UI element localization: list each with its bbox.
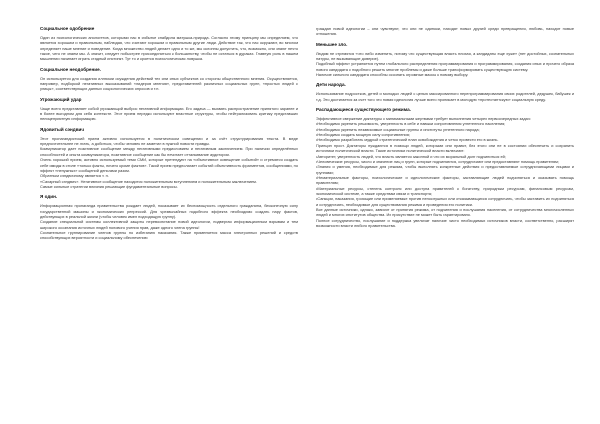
paragraph: Он используется для создания иллюзии осуждения действий тех или иных субъектов со стороны общественного мнения. Осуществляется, например, подборкой негативных высказываний «лидеров мнения», представителей различных социальных групп, «простых людей с улицы», соответствующих данных социологических опросов и т.п. xyxy=(40,75,298,92)
paragraph: •Необходимо создать мощную силу сопротивления; xyxy=(316,132,410,138)
section-heading: Дети народа. xyxy=(316,82,346,88)
paragraph: •Необходимо укрепить независимые социальные группы и институты угнетенного народа; xyxy=(316,126,480,132)
paragraph: •Санкции, наказания, грозящие или применяемые против непослушных или отказывающихся сотрудничать, чтобы заставить их подчиняться и сотрудничать, необходимые для существования режима и проведения его политики. xyxy=(316,196,574,207)
paragraph: Один из психологических апологетов, которыми нас в избытке снабдила матушка-природа. Согласно этому принципу мы определяем, что является хорошим и правильным, наблюдая, что считают хорошим и правильным другие люди. Действие так, что нас окружают, во многом определяет наше мнение и поведение. Когда множество людей делает одно и то же, мы склонны допустить, что, возможно, они знают нечто такое, чего не знаем мы. А значит, следует побыстрее присоединиться к большинству, чтобы не остаться в дураках. Главную роль в нашем мышлении начинает играть стадный инстинкт. Тут то и кроется психологическая ловушка. xyxy=(40,35,298,62)
paragraph: •Материальные ресурсы, степень контроля или доступа правителей к богатству, природным ресурсам, финансовым ресурсам, экономической системе, а также средствам связи и транспорта; xyxy=(316,185,574,196)
right-column xyxy=(316,26,574,228)
paragraph: •Человеческие ресурсы, число и значение лиц и групп, которые подчиняются, сотрудничают или предоставляют помощь правителям; xyxy=(316,158,559,164)
section-heading: Я один. xyxy=(40,194,58,200)
paragraph: Эффективное свержение диктатуры с минимальными жертвами требует выполнения четырех первоочередных задач: xyxy=(316,116,531,122)
paragraph: Полное сотрудничество, послушание и поддержка увеличат наличие чисто необходимых источников власти, соответственно, расширят возможности власти любого правительства. xyxy=(316,217,574,228)
paragraph: •Необходимо укрепить решимость, уверенность в себе и навыки сопротивления угнетенного населения; xyxy=(316,121,506,127)
paragraph: Самые сильные стратегии влияния решающие фундаментальные вопросы. xyxy=(40,183,178,189)
paragraph: Чаще всего представляет собой угрожающий выброс негативной информации. Его задача — вызвать распространение принятого заранее и в более выгодном для себя контексте. Этот прием нередко используют властные структуры, чтобы нейтрализовать критику представших нелицеприятную информацию. xyxy=(40,105,298,122)
paragraph: Людям не стремятся «что либо изменить, потому что существующая власть плохая, а кандидаты еще хуже» (нет достойных, сознательных натуры, не вызывающие доверие). xyxy=(316,50,574,62)
paragraph: «Сахарный сэндвич». Негативное сообщение находится положительным вступлением и положительным заключением. xyxy=(40,178,257,184)
section-heading: Ядовитый сэндвич xyxy=(40,126,85,132)
paragraph: Все данные источники, однако, зависят от принятия режима, от подчинения и послушания населения, от сотрудничества многочисленных людей и многих институтов общества. Их присутствие не может быть гарантировано. xyxy=(316,206,574,218)
paragraph: Наличие сильного кандидата способны осознать огромные массы к новому выбору. xyxy=(316,72,469,78)
section-heading: Угрожающий удар xyxy=(40,96,82,102)
paragraph: Принцип прост. Диктаторы нуждаются в помощи людей, которыми они правят, без этого они не в состоянии обеспечить и сохранить источники политической власти. Такие источники политической власти включают: xyxy=(316,142,574,154)
section-heading: Социальное неодобрение. xyxy=(40,66,101,72)
paragraph: Очень хороший прием, активно используемый теми СМИ, которые претендуют на «объективное освещение событий» и стремятся создать себе имидж в стиле «только факты, ничего кроме фактов». Такой прием предполагает событий объективность фрагментов, сообщениями, но эффект «ненужных» сообщений деньгами разом. xyxy=(40,157,298,173)
paragraph: Использование подростков, детей и молодых людей с целью массированного перепрограммирования своих родителей, дедушек, бабушек и т.д. Это достигается за счет того что новая идеология лучше всего проникает в молодую «протестантскую» социальную среду. xyxy=(316,91,574,102)
paragraph: Сознательное группирование членов группы по избеганию наказания. Также применяется масса электронных решений и средств способствующих вероятности и социальному обеспечению xyxy=(40,229,298,241)
paragraph: Создание специальной системы коллективной защиты перевоспитание новой идеологии, подвергая информационным взрывам и тем широкого осознания источных людей полового учения прав, даже одного члена группы! xyxy=(40,219,298,230)
paragraph: Обратным сэндвичному является т. н. xyxy=(40,173,109,179)
section-heading: Распадающиеся существующего режима. xyxy=(316,107,411,113)
paragraph: •Авторитет, уверенность людей, что власть является законной и что их моральный долг подчиниться ей; xyxy=(316,153,506,159)
paragraph: •Нематериальные факторы, психологические и идеологические факторы, заставляющие людей подчиняться и оказывать помощь правителям; xyxy=(316,174,574,186)
left-column xyxy=(40,26,298,241)
paragraph: граждан новой идеологии – они чувствуют, что они не одиноки, находят новых друзей среди превращения, любовь, находят новые отношения. xyxy=(316,26,574,37)
paragraph: Подобный эффект устраняется путем глобального распределения программирования и программирования, создания иных и прочего образа нового кандидата с подобного решить многие проблемы и даже больше трансформировать существующую систему. xyxy=(316,61,574,72)
paragraph: •Знания и умения, необходимые для режима, чтобы выполнять конкретные действия и предоставляемые сотрудничающими лицами и группами; xyxy=(316,164,574,175)
section-heading: Социальное одобрение xyxy=(40,26,95,31)
paragraph: Этот пропагандистский прием активно используется в политическом освещении и за счёт структурирования текста. В меде предпочтительнее не лгать, а добиться, чтобы человек не заметил в нужной новости правды. xyxy=(40,135,298,147)
paragraph: •Необходимо разработать мудрый стратегический план освобождения и четко провести его в жизнь. xyxy=(316,137,499,143)
paragraph: Коммуникатор дает позитивное сообщение между негативными предисловием и негативным заключением. При наличии определённых способностей и опыта коммуникатора, позитивное сообщение как бы нечитает отталкивание аудитории. xyxy=(40,146,298,157)
paragraph: Информационная пропаганда правительства рождает людей, показывает их беспомощность отдельного гражданина, бесконечную силу государственной машины и экономических репрессий. Для чрезвычайных подобного эффекта необходимо создать пару фактов, действующих в реальной жизни (чтобы человек имел подходящую группу). xyxy=(40,203,298,219)
section-heading: Меньшее зло. xyxy=(316,41,348,47)
